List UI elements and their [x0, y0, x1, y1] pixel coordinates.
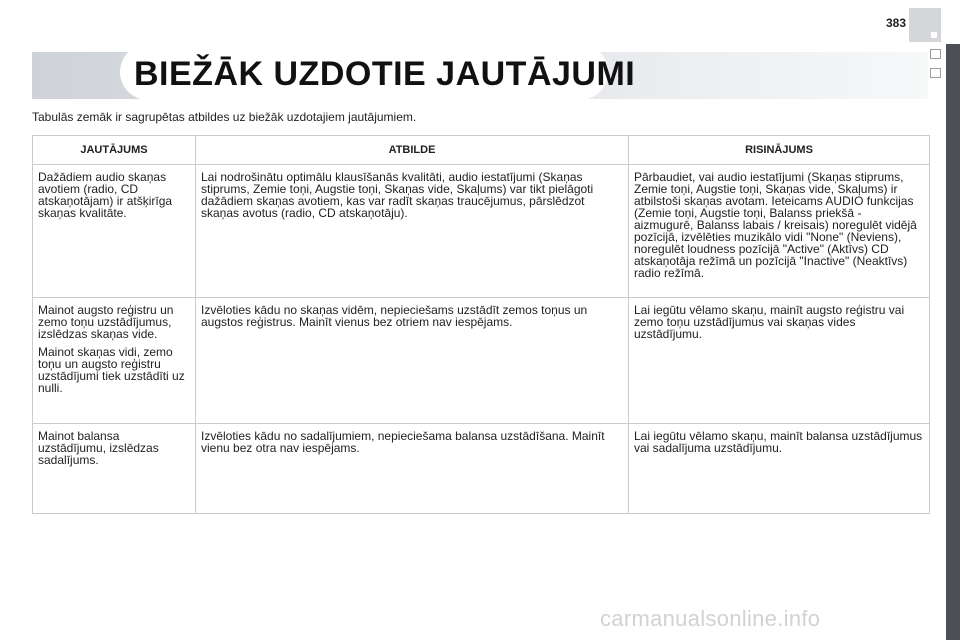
solution-cell [629, 165, 930, 298]
header-solution: RISINĀJUMS [629, 136, 930, 165]
cell-text: Mainot augsto reģistru un zemo toņu uzstādījumus, izslēdzas skaņas vide. [38, 303, 174, 341]
cell-text: Lai iegūtu vēlamo skaņu, mainīt augsto reģistru vai zemo toņu uzstādījumus vai skaņas vides uzstādījumu. [634, 303, 905, 341]
table-header-row [33, 136, 930, 165]
header-answer: ATBILDE [196, 136, 629, 165]
table-row [33, 165, 930, 298]
side-box-icon [930, 68, 941, 78]
question-cell [33, 424, 196, 514]
solution-cell [629, 424, 930, 514]
question-cell [33, 298, 196, 424]
faq-table [32, 135, 930, 514]
cell-text: Mainot skaņas vidi, zemo toņu un augsto reģistru uzstādījumi tiek uzstādīti uz nulli. [38, 345, 185, 395]
cell-text: Lai nodrošinātu optimālu klausīšanās kvalitāti, audio iestatījumi (Skaņas stiprums, Zemie toņi, Augstie toņi, Skaņas vide, Skaļums) var tikt pielāgoti dažādiem skaņas avotiem, kas var radīt skaņas traucējumus, pārslēdzot skaņas avotus (radio, CD atskaņotāju). [201, 170, 594, 220]
question-cell [33, 165, 196, 298]
side-box-icon [930, 49, 941, 59]
page-title: BIEŽĀK UZDOTIE JAUTĀJUMI [134, 55, 636, 93]
answer-cell [196, 165, 629, 298]
section-tab [909, 8, 941, 42]
table-row [33, 424, 930, 514]
answer-cell [196, 298, 629, 424]
cell-text: Dažādiem audio skaņas avotiem (radio, CD atskaņotājam) ir atšķirīga skaņas kvalitāte. [38, 170, 173, 220]
solution-cell [629, 298, 930, 424]
cell-text: Pārbaudiet, vai audio iestatījumi (Skaņas stiprums, Zemie toņi, Augstie toņi, Skaņas vide, Skaļums) ir atbilstoši skaņas avotam. Ieteicams AUDIO funkcijas (Zemie toņi, Augstie toņi, Balanss priekšā - aizmugurē, Balanss labais / kreisais) noregulēt vidējā pozīcijā, izvēlēties muzikālo vidi "None" (Neviens), noregulēt loudness pozīcijā "Active" (Aktīvs) CD atskaņotāja režīmā un pozīcijā "Inactive" (Neaktīvs) radio režīmā. [634, 170, 917, 280]
cell-text: Izvēloties kādu no skaņas vidēm, nepieciešams uzstādīt zemos toņus un augstos reģistrus. Mainīt vienus bez otriem nav iespējams. [201, 303, 588, 329]
page-number: 383 [885, 16, 906, 30]
table-row [33, 298, 930, 424]
cell-text: Mainot balansa uzstādījumu, izslēdzas sadalījums. [38, 429, 159, 467]
cell-text: Lai iegūtu vēlamo skaņu, mainīt balansa uzstādījumus vai sadalījuma uzstādījumu. [634, 429, 923, 455]
watermark: carmanualsonline.info [600, 606, 821, 631]
cell-text: Izvēloties kādu no sadalījumiem, nepieciešama balansa uzstādīšana. Mainīt vienu bez otra nav iespējams. [201, 429, 605, 455]
answer-cell [196, 424, 629, 514]
intro-text: Tabulās zemāk ir sagrupētas atbildes uz biežāk uzdotajiem jautājumiem. [32, 110, 417, 124]
tab-square-icon [931, 32, 937, 38]
side-bar [946, 44, 960, 640]
header-question: JAUTĀJUMS [33, 136, 196, 165]
